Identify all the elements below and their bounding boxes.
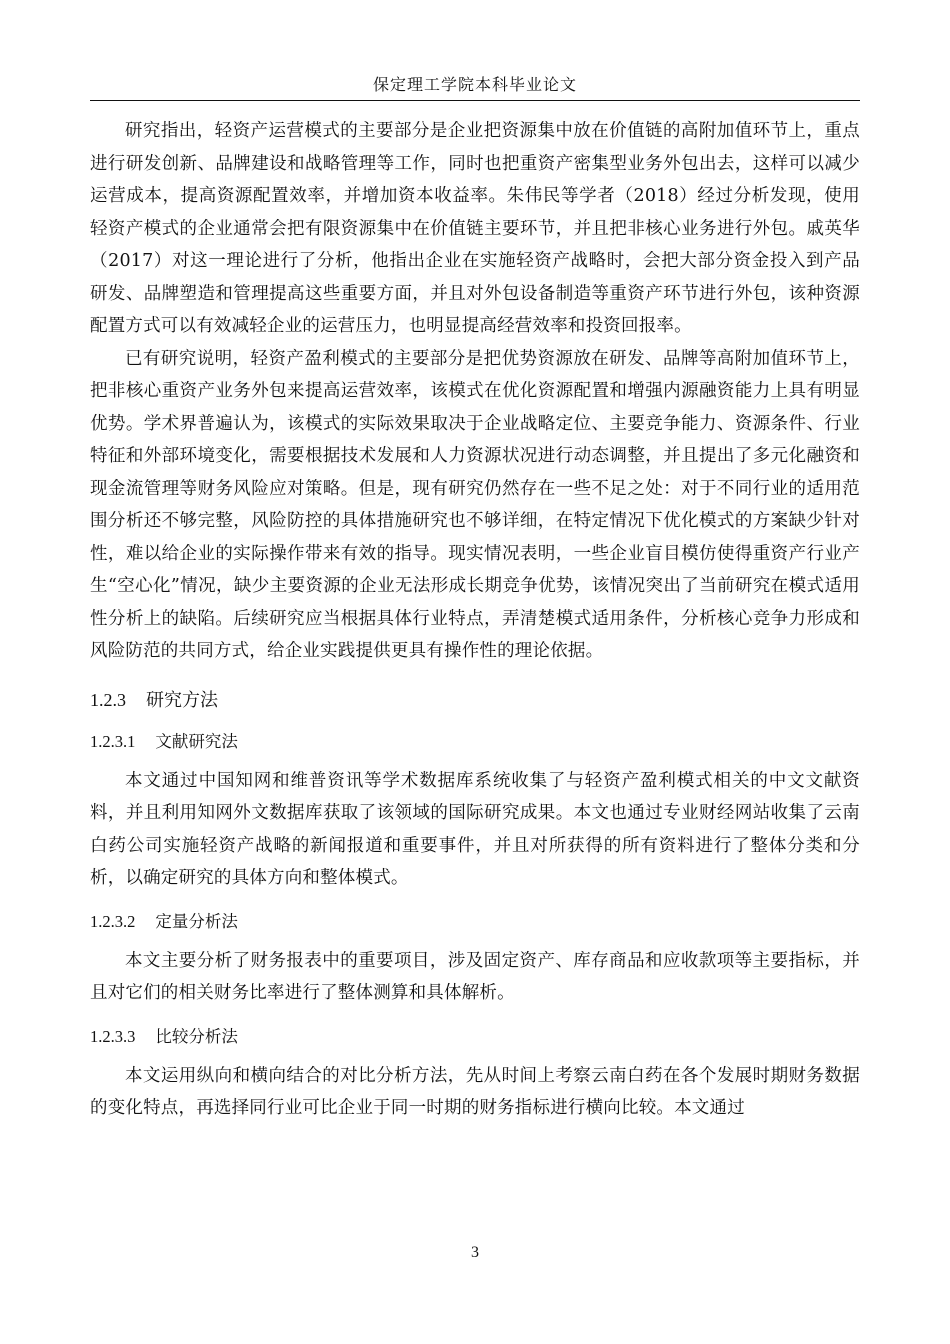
section-number: 1.2.3	[90, 689, 126, 710]
subsection-heading-quantitative	[90, 909, 860, 935]
subsection-title: 定量分析法	[155, 911, 238, 931]
subsection-number: 1.2.3.3	[90, 1026, 136, 1046]
subsection-title: 比较分析法	[155, 1026, 238, 1046]
subsection-title: 文献研究法	[155, 731, 238, 751]
document-body	[90, 115, 860, 1125]
paragraph-comparative-method: 本文运用纵向和横向结合的对比分析方法，先从时间上考察云南白药在各个发展时期财务数据的变化特点，再选择同行业可比企业于同一时期的财务指标进行横向比较。本文通过	[90, 1065, 860, 1118]
paragraph-research-summary: 已有研究说明，轻资产盈利模式的主要部分是把优势资源放在研发、品牌等高附加值环节上，把非核心重资产业务外包来提高运营效率，该模式在优化资源配置和增强内源融资能力上具有明显优势。学术界普遍认为，该模式的实际效果取决于企业战略定位、主要竞争能力、资源条件、行业特征和外部环境变化，需要根据技术发展和人力资源状况进行动态调整，并且提出了多元化融资和现金流管理等财务风险应对策略。但是，现有研究仍然存在一些不足之处：对于不同行业的适用范围分析还不够完整，风险防控的具体措施研究也不够详细，在特定情况下优化模式的方案缺少针对性，难以给企业的实际操作带来有效的指导。现实情况表明，一些企业盲目模仿使得重资产行业产生“空心化”情况，缺少主要资源的企业无法形成长期竞争优势，该情况突出了当前研究在模式适用性分析上的缺陷。后续研究应当根据具体行业特点，弄清楚模式适用条件，分析核心竞争力形成和风险防范的共同方式，给企业实践提供更具有操作性的理论依据。	[90, 348, 860, 661]
page-header: 保定理工学院本科毕业论文	[372, 75, 577, 94]
page-number: 3	[471, 1244, 479, 1261]
subsection-number: 1.2.3.2	[90, 911, 136, 931]
section-title: 研究方法	[146, 689, 218, 711]
section-heading-research-methods	[90, 686, 860, 715]
header-divider	[90, 100, 860, 101]
subsection-heading-literature	[90, 729, 860, 755]
subsection-heading-comparative	[90, 1024, 860, 1050]
paragraph-literature-method: 本文通过中国知网和维普资讯等学术数据库系统收集了与轻资产盈利模式相关的中文文献资料，并且利用知网外文数据库获取了该领域的国际研究成果。本文也通过专业财经网站收集了云南白药公司实施轻资产战略的新闻报道和重要事件，并且对所获得的所有资料进行了整体分类和分析，以确定研究的具体方向和整体模式。	[90, 770, 860, 888]
subsection-number: 1.2.3.1	[90, 731, 136, 751]
paragraph-quantitative-method: 本文主要分析了财务报表中的重要项目，涉及固定资产、库存商品和应收款项等主要指标，并且对它们的相关财务比率进行了整体测算和具体解析。	[90, 950, 860, 1003]
paragraph-light-asset-operation: 研究指出，轻资产运营模式的主要部分是企业把资源集中放在价值链的高附加值环节上，重点进行研发创新、品牌建设和战略管理等工作，同时也把重资产密集型业务外包出去，这样可以减少运营成本，提高资源配置效率，并增加资本收益率。朱伟民等学者（2018）经过分析发现，使用轻资产模式的企业通常会把有限资源集中在价值链主要环节，并且把非核心业务进行外包。戚英华（2017）对这一理论进行了分析，他指出企业在实施轻资产战略时，会把大部分资金投入到产品研发、品牌塑造和管理提高这些重要方面，并且对外包设备制造等重资产环节进行外包，该种资源配置方式可以有效减轻企业的运营压力，也明显提高经营效率和投资回报率。	[90, 121, 860, 336]
